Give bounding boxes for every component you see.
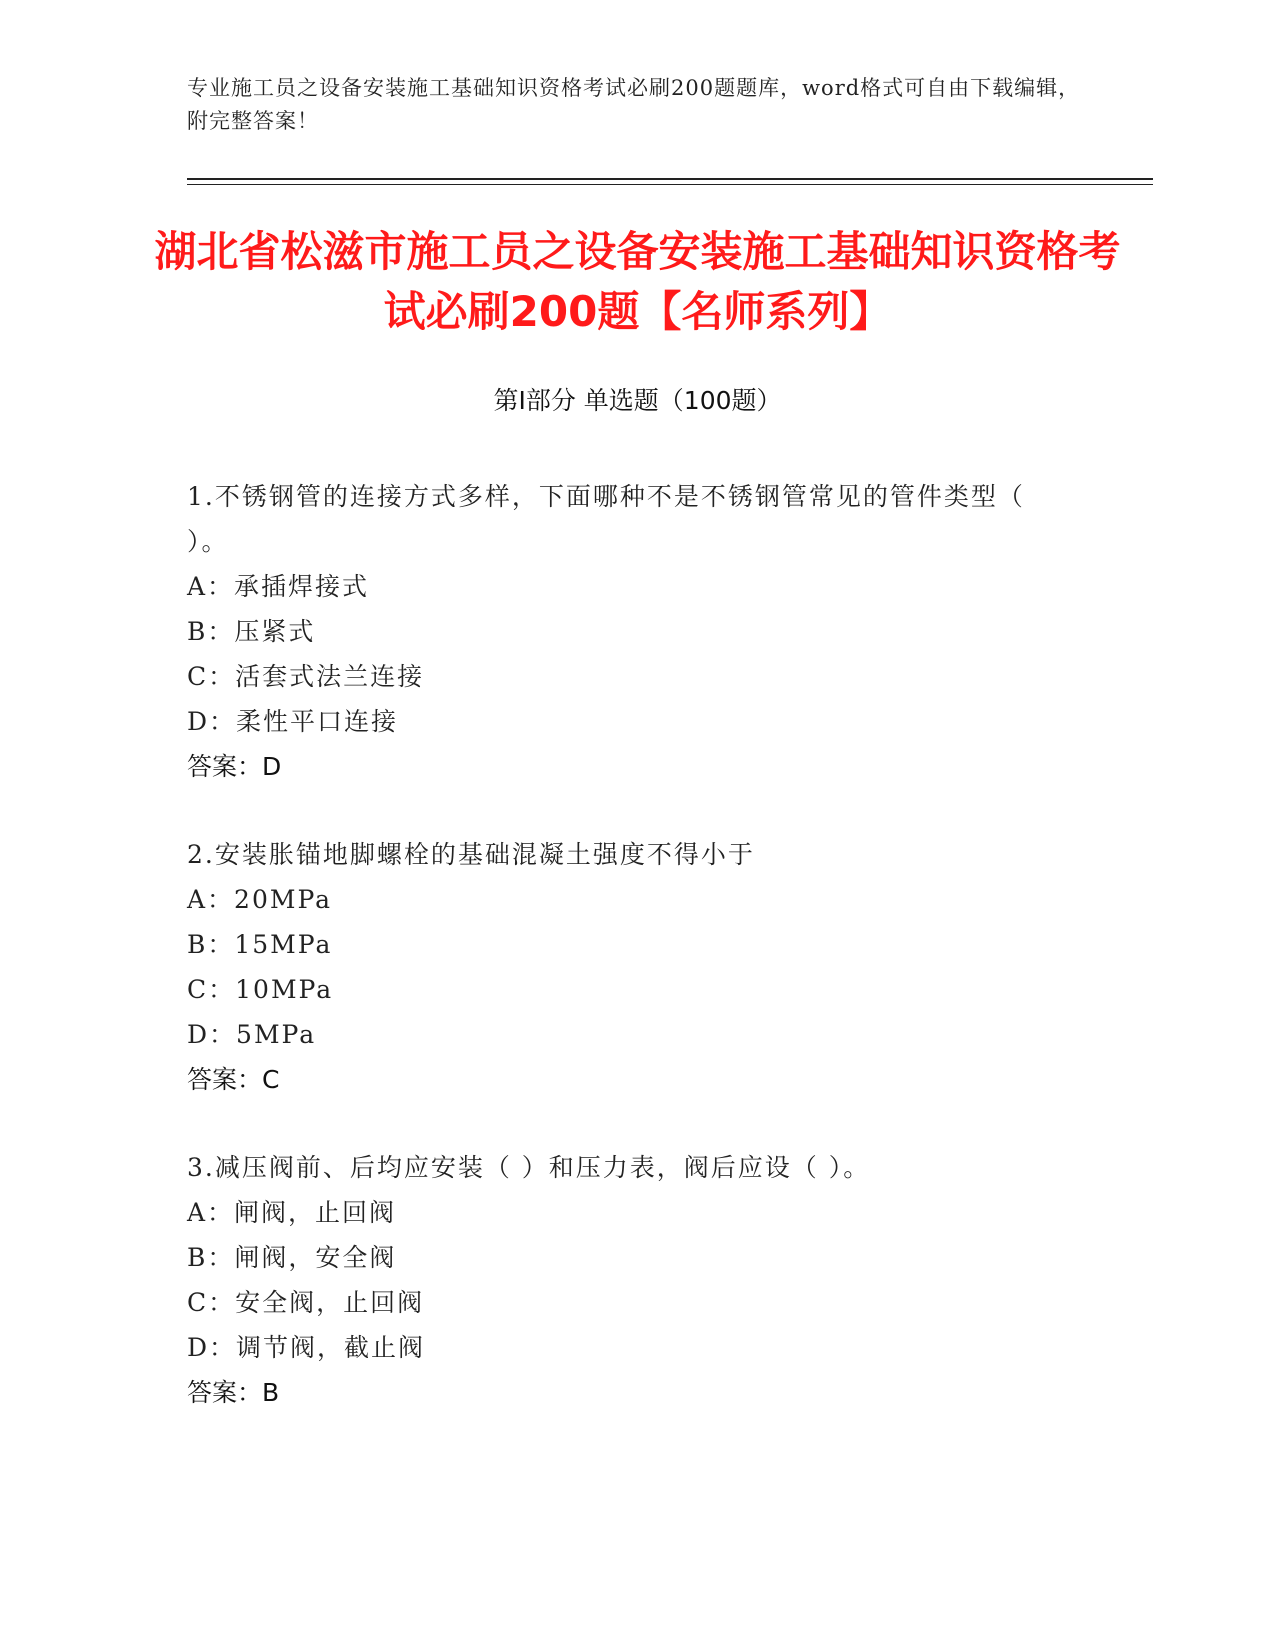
question-list [187,474,1067,1458]
header-rule-thick [187,178,1153,180]
option-a: A：闸阀，止回阀 [187,1198,397,1227]
option-c: C：10MPa [187,975,334,1004]
section-heading: 第Ⅰ部分 单选题（100题） [493,386,782,415]
question-1 [187,474,1067,789]
option-b: B：压紧式 [187,617,316,646]
option-a: A：承插焊接式 [187,572,370,601]
header-note: 专业施工员之设备安装施工基础知识资格考试必刷200题题库，word格式可自由下载编辑，附完整答案！ [187,76,1081,133]
option-b: B：15MPa [187,930,333,959]
question-2 [187,832,1067,1102]
answer: 答案：B [187,1378,280,1407]
answer: 答案：C [187,1065,280,1094]
question-stem: 1.不锈钢管的连接方式多样，下面哪种不是不锈钢管常见的管件类型（ ）。 [187,482,1025,556]
option-d: D：调节阀，截止阀 [187,1333,426,1362]
header-rule-thin [187,184,1153,185]
option-b: B：闸阀，安全阀 [187,1243,397,1272]
question-stem: 3.减压阀前、后均应安装（ ）和压力表，阀后应设（ ）。 [187,1153,871,1182]
option-c: C：安全阀，止回阀 [187,1288,425,1317]
option-d: D：5MPa [187,1020,317,1049]
question-3 [187,1145,1067,1415]
document-title: 湖北省松滋市施工员之设备安装施工基础知识资格考试必刷200题【名师系列】 [154,227,1121,336]
option-d: D：柔性平口连接 [187,707,399,736]
option-a: A：20MPa [187,885,333,914]
answer: 答案：D [187,752,282,781]
question-stem: 2.安装胀锚地脚螺栓的基础混凝土强度不得小于 [187,840,755,869]
option-c: C：活套式法兰连接 [187,662,425,691]
